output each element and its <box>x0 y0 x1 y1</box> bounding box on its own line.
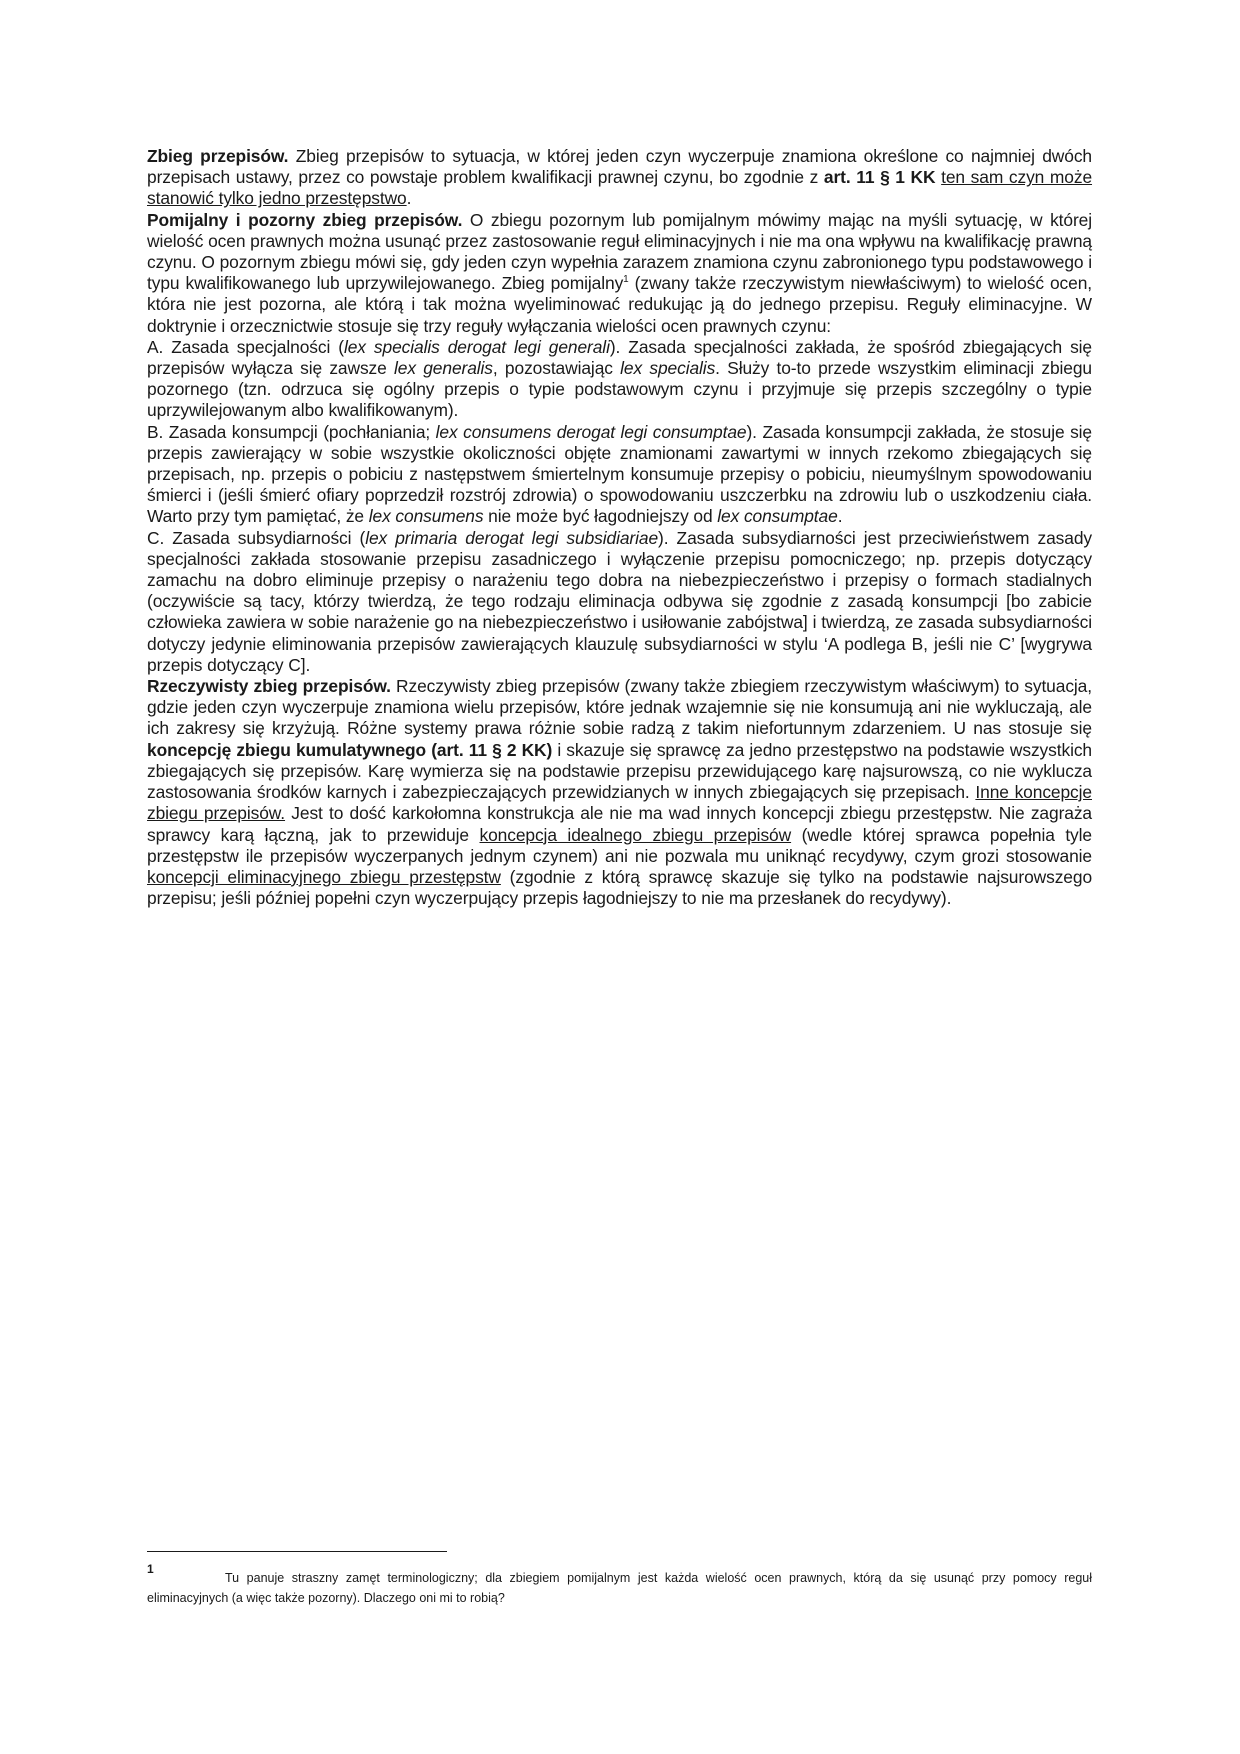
article-reference: art. 11 § 1 KK <box>823 167 936 188</box>
link-one-act-one-crime[interactable]: ten sam czyn może stanowić tylko jedno przestępstwo <box>147 167 1093 209</box>
heading-rzeczywisty-zbieg: Rzeczywisty zbieg przepisów. <box>147 676 391 697</box>
paragraph-rule-a <box>147 337 1092 422</box>
latin-term: lex consumptae <box>717 506 838 527</box>
link-ideal-concurrence[interactable]: koncepcja idealnego zbiegu przepisów <box>479 824 792 845</box>
latin-maxim: lex primaria derogat legi subsidiariae <box>365 527 659 548</box>
latin-maxim: lex consumens derogat legi consumptae <box>435 421 747 442</box>
heading-pomijalny-pozorny: Pomijalny i pozorny zbieg przepisów. <box>147 209 463 230</box>
link-other-concepts[interactable]: Inne koncepcje zbiegu przepisów. <box>147 782 1092 824</box>
text-span: O zbiegu pozornym lub pomijalnym mówimy mając na myśli sytuację, w której wielość ocen prawnych można usunąć przez zastosowanie reguł eliminacyjnych i nie ma ona wpływu na kwalifikację prawną czynu. O pozornym zbiegu mówi się, gdy jeden czyn wypełnia zarazem znamiona czynu zabronionego typu podstawowego i typu kwalifikowanego lub uprzywilejowanego. Zbieg pomijalny <box>147 209 1092 294</box>
footnote-separator <box>147 1551 447 1552</box>
text-span: nie może być łagodniejszy od <box>483 506 718 527</box>
text-span: B. Zasada konsumpcji (pochłaniania; <box>147 421 436 442</box>
heading-zbieg-przepisow: Zbieg przepisów. <box>147 146 289 166</box>
text-span: ). Zasada konsumpcji zakłada, że stosuje się przepis zawierający w sobie wszystkie okoliczności objęte znamionami zawartymi w innych rzekomo zbiegających się przepisach, np. przepis o pobiciu z następstwem śmiertelnym konsumuje przepisy o pobiciu, nieumyślnym spowodowaniu śmierci i (jeśli śmierć ofiary poprzedził rozstrój zdrowia) o spowodowaniu uszczerbku na zdrowiu lub o uszkodzeniu ciała. Warto przy tym pamiętać, że <box>147 421 1092 527</box>
text-span: (zwany także rzeczywistym niewłaściwym) to wielość ocen, która nie jest pozorna, ale którą i tak można wyeliminować redukując ją do jednego przepisu. Reguły eliminacyjne. W doktrynie i orzecznictwie stosuje się trzy reguły wyłączania wielości ocen prawnych czynu: <box>147 273 1092 336</box>
text-span: Jest to dość karkołomna konstrukcja ale nie ma wad innych koncepcji zbiegu przestępstw. Nie zagraża sprawcy karą łączną, jak to przewiduje <box>147 803 1092 845</box>
text-span: C. Zasada subsydiarności ( <box>147 527 366 548</box>
text-span: . <box>837 506 843 527</box>
text-span: (wedle której sprawca popełnia tyle przestępstw ile przepisów wyczerpanych jednym czynem) ani nie pozwala mu uniknąć recydywy, czym grozi stosowanie <box>147 824 1092 866</box>
text-span: i skazuje się sprawcę za jedno przestępstwo na podstawie wszystkich zbiegających się przepisów. Karę wymierza się na podstawie przepisu przewidującego karę najsurowszą, co nie wyklucza zastosowania środków karnych i zabezpieczających przewidzianych w innych zbiegających się przepisach. <box>147 739 1093 803</box>
latin-term: lex generalis <box>394 358 493 379</box>
text-span: (zgodnie z którą sprawcę skazuje się tylko na podstawie najsurowszego przepisu; jeśli później popełni czyn wyczerpujący przepis łagodniejszy to nie ma przesłanek do recydywy). <box>147 866 1093 909</box>
paragraph-rule-b <box>147 422 1092 528</box>
text-span: ). Zasada specjalności zakłada, że spośród zbiegających się przepisów wyłącza się zawsze <box>147 336 1092 379</box>
text-span: , pozostawiając <box>492 358 621 379</box>
paragraph-rule-c <box>147 528 1092 676</box>
latin-term: lex specialis <box>620 358 716 379</box>
paragraph-zbieg-przepisow <box>147 146 1092 210</box>
text-span: Rzeczywisty zbieg przepisów (zwany także zbiegiem rzeczywistym właściwym) to sytuacja, gdzie jeden czyn wyczerpuje znamiona wielu przepisów, które jednak wzajemnie się nie konsumują ani nie wykluczają, ale ich zakresy się krzyżują. Różne systemy prawa różnie sobie radzą z takim niefortunnym zdarzeniem. U nas stosuje się <box>147 676 1092 739</box>
document-body <box>147 146 1092 909</box>
bold-cumulative-concept: koncepcję zbiegu kumulatywnego (art. 11 § 2 KK) <box>147 739 553 760</box>
text-span: . <box>406 188 412 209</box>
paragraph-rzeczywisty-zbieg <box>147 676 1092 909</box>
paragraph-pomijalny-pozorny <box>147 210 1092 337</box>
latin-term: lex consumens <box>368 506 484 527</box>
text-span: A. Zasada specjalności ( <box>147 336 344 357</box>
footnote-number: 1 <box>147 1562 154 1576</box>
text-span: Zbieg przepisów to sytuacja, w której jeden czyn wyczerpuje znamiona określone co najmniej dwóch przepisach ustawy, przez co powstaje problem kwalifikacji prawnej czynu, bo zgodnie z <box>147 146 1092 188</box>
link-eliminative-concurrence[interactable]: koncepcji eliminacyjnego zbiegu przestępstw <box>147 866 501 887</box>
text-span: . Służy to-to przede wszystkim eliminacji zbiegu pozornego (tzn. odrzuca się ogólny przepis o typie podstawowym czynu i przyjmuje się przepis szczególny o typie uprzywilejowanym albo kwalifikowanym). <box>147 358 1092 421</box>
footnote-marker[interactable]: 1 <box>623 274 629 286</box>
text-span: ). Zasada subsydiarności jest przeciwieństwem zasady specjalności zakłada stosowanie przepisu zasadniczego i wyłączenie przepisu pomocniczego; np. przepis dotyczący zamachu na dobro eliminuje przepisy o narażeniu tego dobra na niebezpieczeństwo i przepisy o formach stadialnych (oczywiście są tacy, którzy twierdzą, że tego rodzaju eliminacja odbywa się zgodnie z zasadą konsumpcji [bo zabicie człowieka zawiera w sobie narażenie go na niebezpieczeństwo i usiłowanie zabójstwa] i twierdzą, ze zasada subsydiarności dotyczy jedynie eliminowania przepisów zawierających klauzulę subsydiarności w stylu ‘A podlega B, jeśli nie C’ [wygrywa przepis dotyczący C]. <box>147 527 1093 675</box>
footnote-text: Tu panuje straszny zamęt terminologiczny; dla zbiegiem pomijalnym jest każda wielość ocen prawnych, którą da się usunąć przy pomocy reguł eliminacyjnych (a więc także pozorny). Dlaczego oni mi to robią? <box>147 1571 1092 1605</box>
latin-maxim: lex specialis derogat legi generali <box>343 336 610 357</box>
